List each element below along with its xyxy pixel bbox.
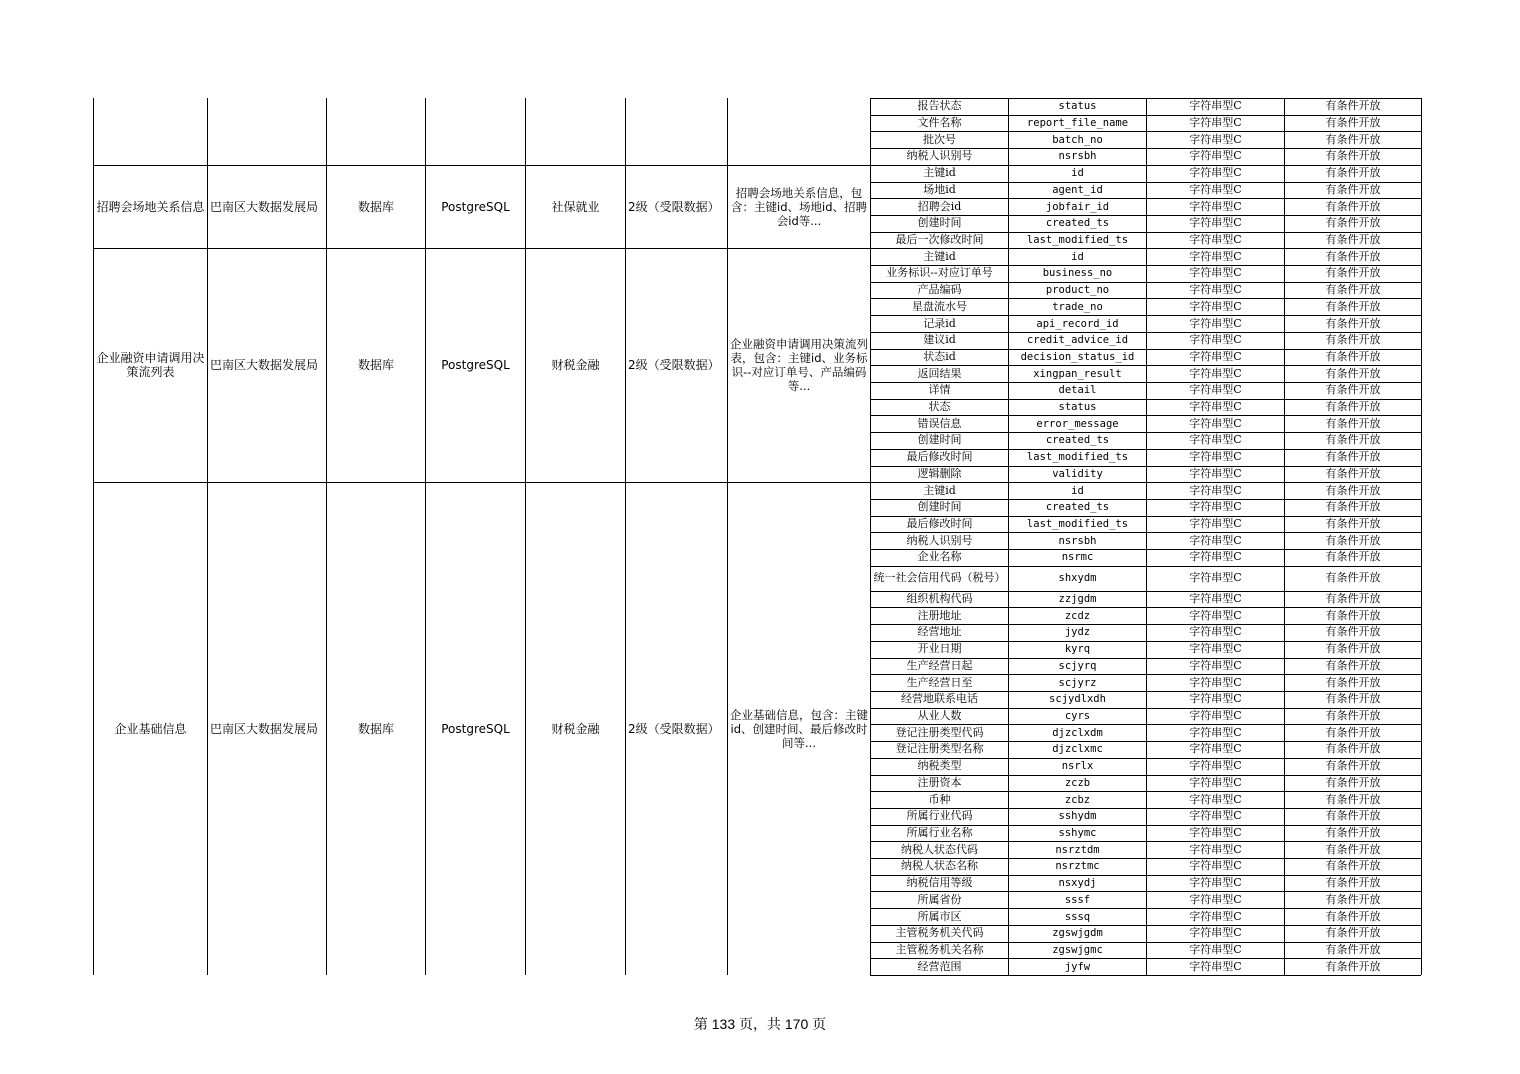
resource-name-cell: 招聘会场地关系信息 [96, 199, 205, 214]
field-en-name: xingpan_result [1033, 367, 1122, 380]
field-cn-name: 招聘会id [917, 199, 962, 213]
field-en-name: id [1071, 250, 1084, 263]
field-type: 字符串型C [1189, 466, 1242, 480]
field-cn-name: 主键id [923, 483, 956, 497]
field-en-name: report_file_name [1026, 117, 1129, 130]
field-en-name: error_message [1036, 417, 1119, 430]
resource-name-cell: 企业融资申请调用决策流列表 [96, 351, 205, 380]
field-en-name: last_modified_ts [1026, 518, 1129, 531]
field-type: 字符串型C [1189, 942, 1242, 956]
field-cn-name: 开业日期 [917, 642, 962, 656]
field-open-attribute: 有条件开放 [1325, 149, 1381, 163]
field-en-name: created_ts [1045, 434, 1110, 447]
field-cn-name: 详情 [928, 383, 951, 397]
field-cn-name: 组织机构代码 [906, 592, 973, 606]
field-en-name: nsrsbh [1058, 150, 1097, 163]
field-cn-name: 纳税人状态代码 [901, 842, 978, 856]
field-cn-name: 错误信息 [917, 416, 962, 430]
field-en-name: scjyrz [1058, 676, 1097, 689]
field-en-name: nsrztdm [1055, 843, 1100, 856]
description-cell: 招聘会场地关系信息，包含：主键id、场地id、招聘会id等... [731, 185, 867, 228]
field-cn-name: 经营范围 [917, 959, 962, 973]
field-open-attribute: 有条件开放 [1325, 876, 1381, 890]
field-type: 字符串型C [1189, 266, 1242, 280]
grid-line-vertical [1421, 98, 1422, 975]
field-type: 字符串型C [1189, 299, 1242, 313]
field-type: 字符串型C [1189, 742, 1242, 756]
field-type: 字符串型C [1189, 132, 1242, 146]
field-type: 字符串型C [1189, 400, 1242, 414]
field-open-attribute: 有条件开放 [1325, 742, 1381, 756]
field-cn-name: 状态id [923, 349, 956, 363]
field-open-attribute: 有条件开放 [1325, 266, 1381, 280]
field-en-name: jyfw [1064, 960, 1091, 973]
field-open-attribute: 有条件开放 [1325, 959, 1381, 973]
field-open-attribute: 有条件开放 [1325, 825, 1381, 839]
db-type-cell [426, 98, 525, 165]
field-en-name: status [1058, 100, 1097, 113]
field-type: 字符串型C [1189, 725, 1242, 739]
field-open-attribute: 有条件开放 [1325, 383, 1381, 397]
field-cn-name: 所属行业代码 [906, 809, 973, 823]
field-open-attribute: 有条件开放 [1325, 333, 1381, 347]
field-en-name: credit_advice_id [1026, 334, 1129, 347]
field-en-name: detail [1058, 384, 1097, 397]
field-open-attribute: 有条件开放 [1325, 926, 1381, 940]
field-open-attribute: 有条件开放 [1325, 349, 1381, 363]
field-type: 字符串型C [1189, 182, 1242, 196]
field-open-attribute: 有条件开放 [1325, 571, 1381, 585]
field-cn-name: 最后修改时间 [906, 450, 973, 464]
field-cn-name: 返回结果 [917, 366, 962, 380]
category-cell: 社保就业 [551, 199, 600, 214]
field-en-name: jobfair_id [1045, 200, 1110, 213]
field-cn-name: 币种 [928, 792, 951, 806]
field-en-name: decision_status_id [1020, 350, 1135, 363]
field-en-name: id [1071, 167, 1084, 180]
db-type-cell: PostgreSQL [441, 721, 510, 736]
field-type: 字符串型C [1189, 909, 1242, 923]
field-en-name: batch_no [1052, 133, 1103, 146]
field-type: 字符串型C [1189, 675, 1242, 689]
field-type: 字符串型C [1189, 233, 1242, 246]
field-type: 字符串型C [1189, 316, 1242, 330]
category-cell [526, 98, 625, 165]
field-type: 字符串型C [1189, 550, 1242, 564]
field-cn-name: 状态 [928, 400, 951, 414]
field-type: 字符串型C [1189, 792, 1242, 806]
field-open-attribute: 有条件开放 [1325, 692, 1381, 706]
field-cn-name: 产品编码 [917, 283, 962, 297]
field-open-attribute: 有条件开放 [1325, 132, 1381, 146]
field-type: 字符串型C [1189, 99, 1242, 113]
field-type: 字符串型C [1189, 116, 1242, 130]
field-en-name: agent_id [1052, 183, 1103, 196]
field-cn-name: 登记注册类型代码 [895, 725, 984, 739]
field-open-attribute: 有条件开放 [1325, 316, 1381, 330]
field-cn-name: 生产经营日至 [906, 675, 973, 689]
field-en-name: created_ts [1045, 501, 1110, 514]
field-cn-name: 星盘流水号 [912, 299, 967, 313]
field-cn-name: 纳税人状态名称 [901, 859, 978, 873]
field-type: 字符串型C [1189, 166, 1242, 180]
field-type: 字符串型C [1189, 450, 1242, 464]
field-type: 字符串型C [1189, 625, 1242, 639]
field-en-name: zgswjgdm [1052, 927, 1103, 940]
field-cn-name: 注册地址 [917, 608, 962, 622]
field-cn-name: 纳税信用等级 [906, 876, 973, 890]
field-type: 字符串型C [1189, 216, 1242, 230]
field-type: 字符串型C [1189, 642, 1242, 656]
field-type: 字符串型C [1189, 517, 1242, 531]
field-open-attribute: 有条件开放 [1325, 625, 1381, 639]
field-open-attribute: 有条件开放 [1325, 792, 1381, 806]
level-cell: 2级（受限数据） [628, 199, 720, 214]
field-type: 字符串型C [1189, 926, 1242, 940]
field-open-attribute: 有条件开放 [1325, 859, 1381, 873]
field-type: 字符串型C [1189, 433, 1242, 447]
field-type: 字符串型C [1189, 709, 1242, 723]
field-type: 字符串型C [1189, 859, 1242, 873]
field-open-attribute: 有条件开放 [1325, 775, 1381, 789]
field-cn-name: 纳税人识别号 [906, 149, 973, 163]
field-cn-name: 建议id [923, 333, 956, 347]
field-type: 字符串型C [1189, 149, 1242, 163]
grid-line-horizontal [870, 975, 1421, 976]
field-type: 字符串型C [1189, 775, 1242, 789]
field-type: 字符串型C [1189, 366, 1242, 380]
field-cn-name: 所属市区 [917, 909, 962, 923]
field-type: 字符串型C [1189, 825, 1242, 839]
field-type: 字符串型C [1189, 199, 1242, 213]
field-open-attribute: 有条件开放 [1325, 842, 1381, 856]
field-type: 字符串型C [1189, 416, 1242, 430]
field-type: 字符串型C [1189, 483, 1242, 497]
field-cn-name: 企业名称 [917, 550, 962, 564]
field-open-attribute: 有条件开放 [1325, 116, 1381, 130]
field-open-attribute: 有条件开放 [1325, 433, 1381, 447]
field-open-attribute: 有条件开放 [1325, 642, 1381, 656]
field-cn-name: 报告状态 [917, 99, 962, 113]
field-open-attribute: 有条件开放 [1325, 608, 1381, 622]
field-en-name: djzclxmc [1052, 743, 1103, 756]
field-en-name: djzclxdm [1052, 726, 1103, 739]
field-en-name: zczb [1064, 776, 1091, 789]
field-cn-name: 文件名称 [917, 116, 962, 130]
page-footer: 第 133 页，共 170 页 [693, 1016, 827, 1032]
field-type: 字符串型C [1189, 608, 1242, 622]
carrier-cell [327, 98, 425, 165]
field-type: 字符串型C [1189, 333, 1242, 347]
field-en-name: sshydm [1058, 810, 1097, 823]
field-en-name: validity [1052, 467, 1103, 480]
field-cn-name: 纳税类型 [917, 759, 962, 773]
field-open-attribute: 有条件开放 [1325, 283, 1381, 297]
field-en-name: shxydm [1058, 572, 1097, 585]
resource-name-cell: 企业基础信息 [114, 721, 187, 736]
field-type: 字符串型C [1189, 500, 1242, 514]
field-cn-name: 逻辑删除 [917, 466, 962, 480]
field-en-name: cyrs [1064, 710, 1091, 723]
field-cn-name: 所属省份 [917, 892, 962, 906]
field-en-name: jydz [1064, 626, 1091, 639]
field-open-attribute: 有条件开放 [1325, 942, 1381, 956]
field-type: 字符串型C [1189, 876, 1242, 890]
field-open-attribute: 有条件开放 [1325, 299, 1381, 313]
field-cn-name: 批次号 [923, 132, 956, 146]
field-open-attribute: 有条件开放 [1325, 166, 1381, 180]
description-cell [728, 98, 870, 165]
field-open-attribute: 有条件开放 [1325, 759, 1381, 773]
field-cn-name: 从业人数 [917, 709, 962, 723]
field-cn-name: 注册资本 [917, 775, 962, 789]
field-cn-name: 纳税人识别号 [906, 533, 973, 547]
field-en-name: scjydlxdh [1049, 693, 1106, 706]
field-type: 字符串型C [1189, 571, 1242, 585]
field-type: 字符串型C [1189, 959, 1242, 973]
field-en-name: zcdz [1064, 609, 1091, 622]
field-open-attribute: 有条件开放 [1325, 517, 1381, 531]
resource-name-cell [94, 98, 207, 165]
field-en-name: id [1071, 484, 1084, 497]
field-open-attribute: 有条件开放 [1325, 182, 1381, 196]
field-cn-name: 创建时间 [917, 433, 962, 447]
field-type: 字符串型C [1189, 533, 1242, 547]
field-cn-name: 场地id [923, 182, 956, 196]
field-en-name: nsrztmc [1055, 860, 1100, 873]
field-cn-name: 创建时间 [917, 216, 962, 230]
carrier-cell: 数据库 [357, 199, 394, 214]
field-en-name: zgswjgmc [1052, 943, 1103, 956]
carrier-cell: 数据库 [357, 721, 394, 736]
provider-org-cell: 巴南区大数据发展局 [210, 358, 319, 373]
field-cn-name: 记录id [923, 316, 956, 330]
field-cn-name: 经营地联系电话 [901, 692, 978, 706]
field-en-name: trade_no [1052, 300, 1103, 313]
field-cn-name: 创建时间 [917, 500, 962, 514]
description-cell: 企业融资申请调用决策流列表，包含：主键id、业务标识--对应订单号、产品编码等... [730, 337, 868, 394]
field-open-attribute: 有条件开放 [1325, 400, 1381, 414]
field-en-name: zcbz [1064, 793, 1091, 806]
db-type-cell: PostgreSQL [441, 199, 510, 214]
description-cell: 企业基础信息，包含：主键id、创建时间、最后修改时间等... [730, 707, 868, 750]
field-type: 字符串型C [1189, 658, 1242, 672]
field-en-name: scjyrq [1058, 659, 1097, 672]
field-open-attribute: 有条件开放 [1325, 99, 1381, 113]
db-type-cell: PostgreSQL [441, 358, 510, 373]
field-cn-name: 主管税务机关名称 [895, 942, 984, 956]
level-cell: 2级（受限数据） [628, 721, 720, 736]
provider-org-cell: 巴南区大数据发展局 [210, 721, 319, 736]
field-open-attribute: 有条件开放 [1325, 483, 1381, 497]
field-open-attribute: 有条件开放 [1325, 450, 1381, 464]
field-cn-name: 业务标识--对应订单号 [886, 266, 993, 280]
field-type: 字符串型C [1189, 759, 1242, 773]
field-en-name: kyrq [1064, 643, 1091, 656]
field-en-name: business_no [1042, 267, 1113, 280]
field-open-attribute: 有条件开放 [1325, 592, 1381, 606]
category-cell: 财税金融 [551, 721, 600, 736]
field-open-attribute: 有条件开放 [1325, 466, 1381, 480]
field-cn-name: 所属行业名称 [906, 825, 973, 839]
field-open-attribute: 有条件开放 [1325, 709, 1381, 723]
provider-org-cell: 巴南区大数据发展局 [210, 199, 319, 214]
field-en-name: product_no [1045, 284, 1110, 297]
field-cn-name: 最后一次修改时间 [895, 233, 984, 246]
field-open-attribute: 有条件开放 [1325, 416, 1381, 430]
field-en-name: status [1058, 401, 1097, 414]
field-type: 字符串型C [1189, 892, 1242, 906]
field-cn-name: 主键id [923, 166, 956, 180]
field-type: 字符串型C [1189, 842, 1242, 856]
field-open-attribute: 有条件开放 [1325, 533, 1381, 547]
field-en-name: zzjgdm [1058, 593, 1097, 606]
field-open-attribute: 有条件开放 [1325, 216, 1381, 230]
field-en-name: sssq [1064, 910, 1091, 923]
level-cell [626, 98, 727, 165]
field-en-name: sssf [1064, 893, 1091, 906]
field-cn-name: 最后修改时间 [906, 517, 973, 531]
field-open-attribute: 有条件开放 [1325, 249, 1381, 263]
field-cn-name: 统一社会信用代码（税号） [873, 571, 1006, 585]
field-type: 字符串型C [1189, 249, 1242, 263]
field-open-attribute: 有条件开放 [1325, 675, 1381, 689]
field-en-name: sshymc [1058, 826, 1097, 839]
field-open-attribute: 有条件开放 [1325, 550, 1381, 564]
field-type: 字符串型C [1189, 283, 1242, 297]
field-en-name: api_record_id [1036, 317, 1119, 330]
category-cell: 财税金融 [551, 358, 600, 373]
field-cn-name: 经营地址 [917, 625, 962, 639]
field-open-attribute: 有条件开放 [1325, 658, 1381, 672]
field-cn-name: 生产经营日起 [906, 658, 973, 672]
field-open-attribute: 有条件开放 [1325, 909, 1381, 923]
field-type: 字符串型C [1189, 809, 1242, 823]
field-type: 字符串型C [1189, 592, 1242, 606]
field-cn-name: 主键id [923, 249, 956, 263]
field-en-name: created_ts [1045, 217, 1110, 230]
field-open-attribute: 有条件开放 [1325, 725, 1381, 739]
provider-org-cell [208, 98, 326, 165]
field-en-name: last_modified_ts [1026, 451, 1129, 464]
field-en-name: nsxydj [1058, 877, 1097, 890]
field-open-attribute: 有条件开放 [1325, 500, 1381, 514]
field-type: 字符串型C [1189, 692, 1242, 706]
field-open-attribute: 有条件开放 [1325, 199, 1381, 213]
field-cn-name: 登记注册类型名称 [895, 742, 984, 756]
field-type: 字符串型C [1189, 349, 1242, 363]
field-en-name: last_modified_ts [1026, 234, 1129, 246]
field-en-name: nsrmc [1061, 551, 1094, 564]
field-open-attribute: 有条件开放 [1325, 809, 1381, 823]
field-open-attribute: 有条件开放 [1325, 892, 1381, 906]
field-cn-name: 主管税务机关代码 [895, 926, 984, 940]
field-en-name: nsrlx [1061, 760, 1094, 773]
field-open-attribute: 有条件开放 [1325, 233, 1381, 246]
level-cell: 2级（受限数据） [628, 358, 720, 373]
field-type: 字符串型C [1189, 383, 1242, 397]
field-en-name: nsrsbh [1058, 534, 1097, 547]
field-open-attribute: 有条件开放 [1325, 366, 1381, 380]
carrier-cell: 数据库 [357, 358, 394, 373]
